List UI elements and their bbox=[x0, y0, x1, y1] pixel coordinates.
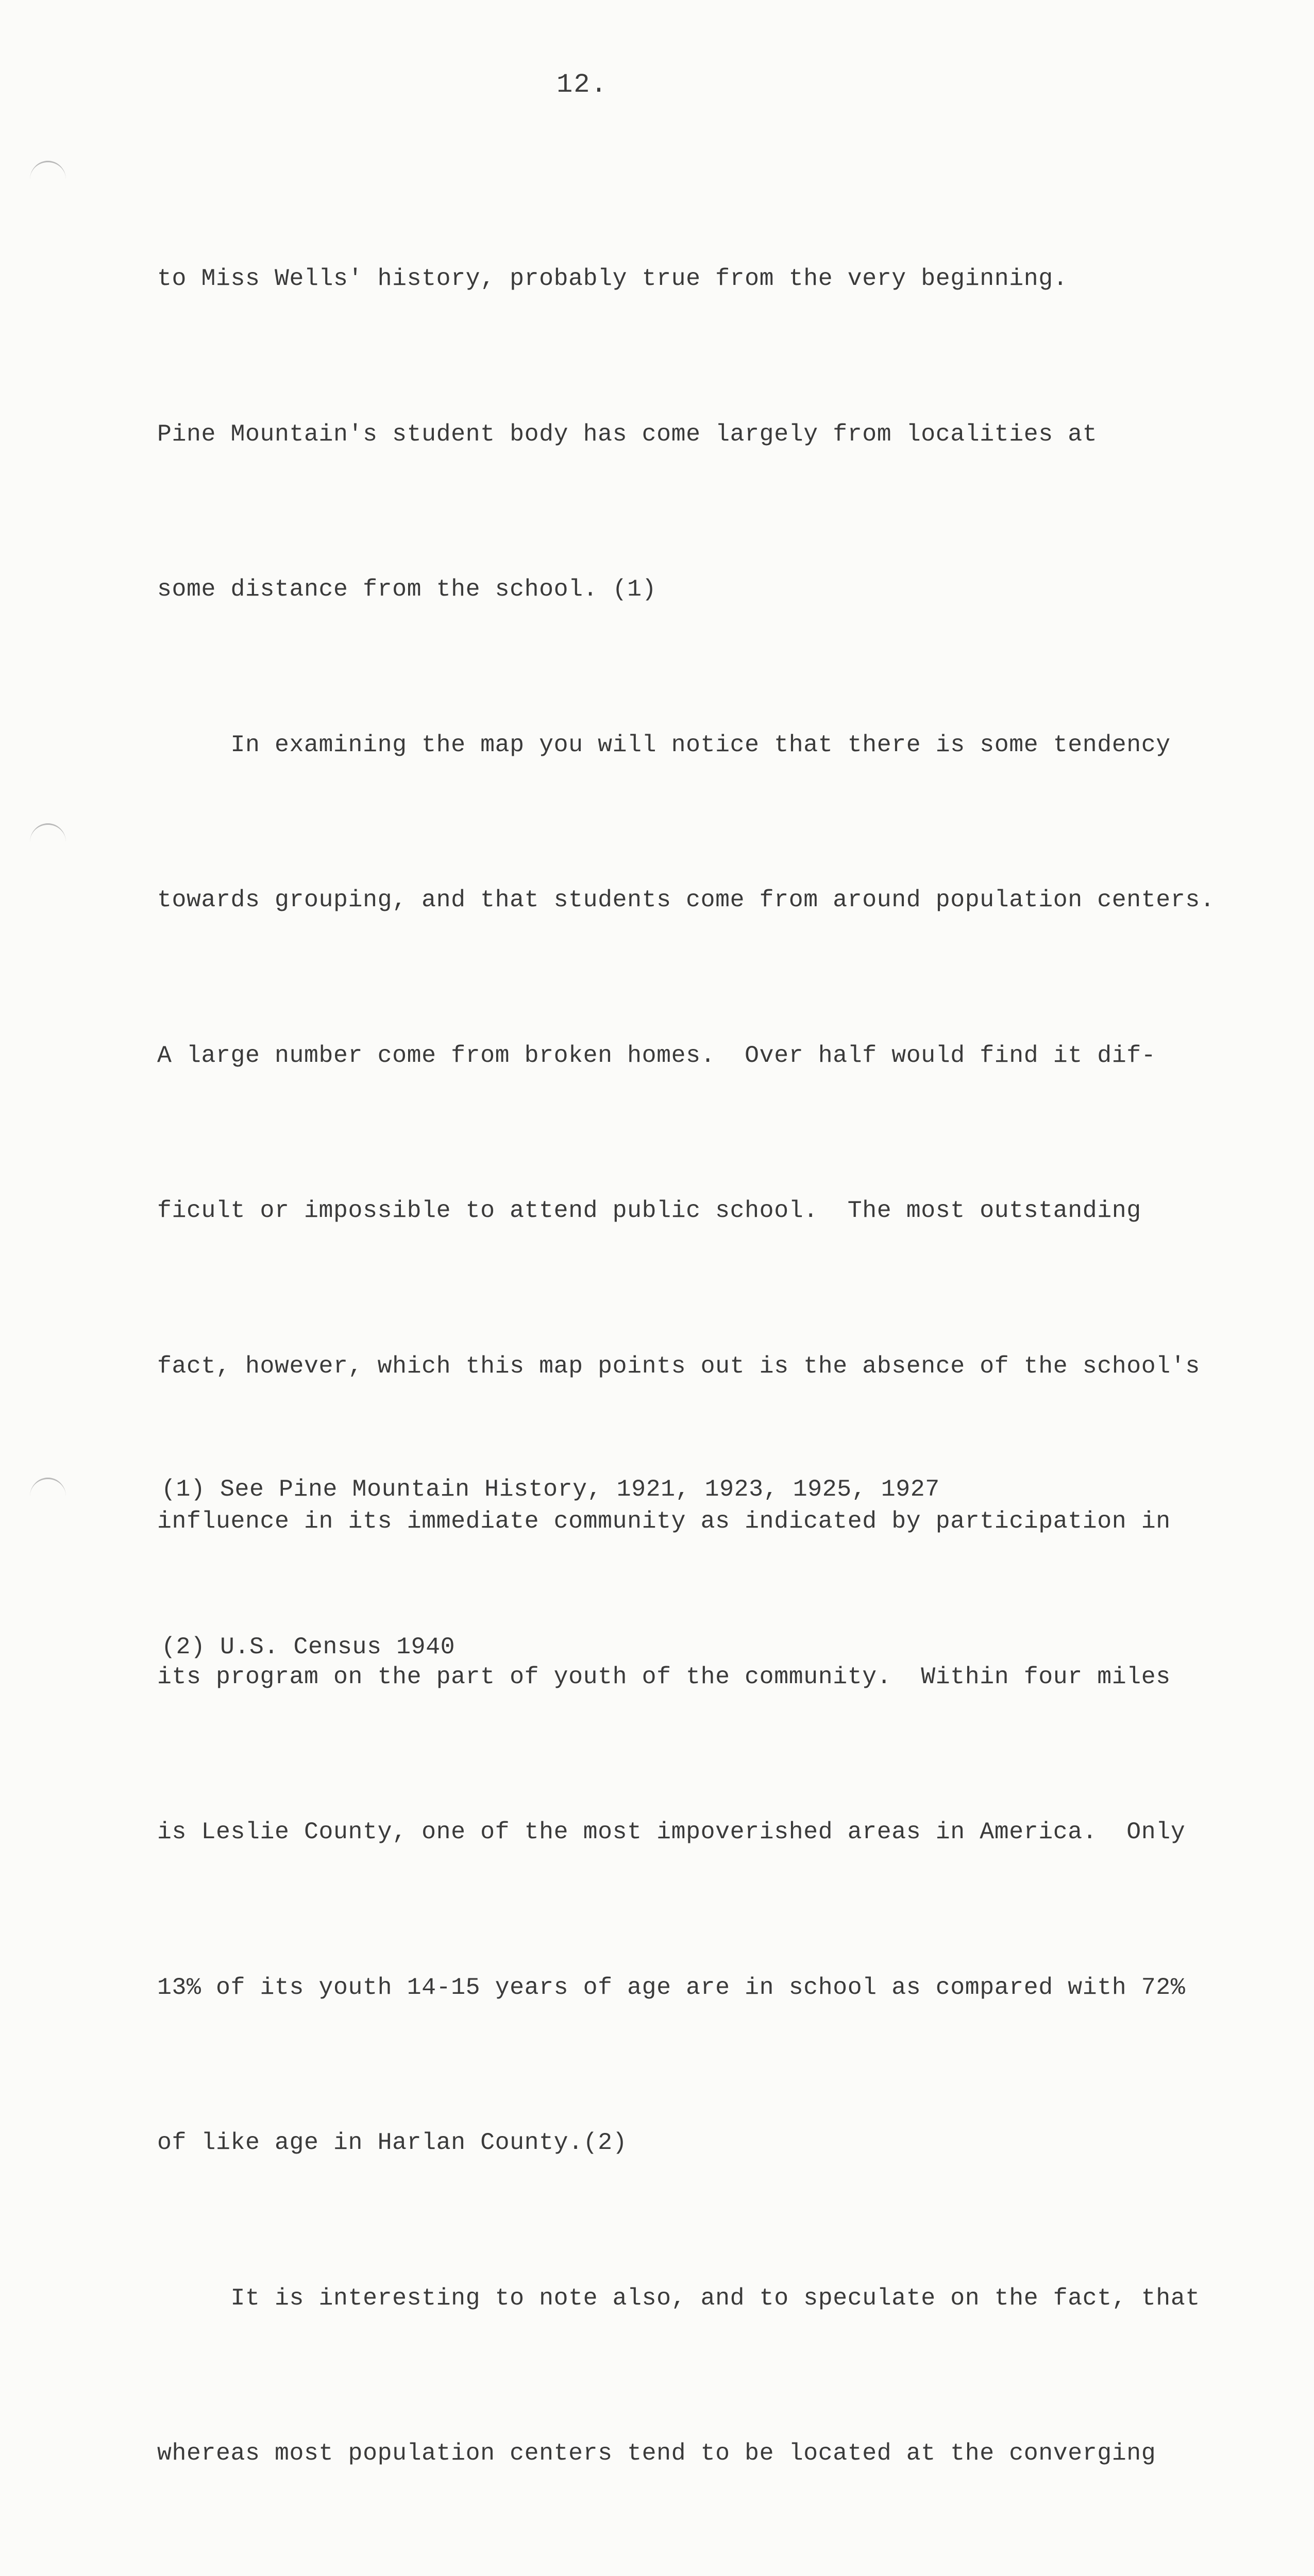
page-number: 12. bbox=[557, 70, 608, 100]
footnotes bbox=[161, 1358, 1243, 1726]
punch-hole-mark bbox=[30, 1478, 66, 1515]
text-line: towards grouping, and that students come from around population centers. bbox=[157, 886, 1215, 913]
text-line: A large number come from broken homes. Over half would find it dif- bbox=[157, 1041, 1156, 1069]
footnote: (1) See Pine Mountain History, 1921, 1923, 1925, 1927 bbox=[161, 1476, 940, 1503]
footnote: (2) U.S. Census 1940 bbox=[161, 1633, 456, 1660]
text-line: some distance from the school. (1) bbox=[157, 575, 657, 603]
text-line: fact, however, which this map points out is the absence of the school's bbox=[157, 1352, 1200, 1380]
text-line: is Leslie County, one of the most impoverished areas in America. Only bbox=[157, 1818, 1186, 1845]
text-line: It is interesting to note also, and to speculate on the fact, that bbox=[157, 2284, 1200, 2312]
text-line: ficult or impossible to attend public school. The most outstanding bbox=[157, 1197, 1141, 1224]
text-line: whereas most population centers tend to be located at the converging bbox=[157, 2439, 1156, 2467]
text-line: Pine Mountain's student body has come largely from localities at bbox=[157, 420, 1098, 448]
text-line: to Miss Wells' history, probably true from the very beginning. bbox=[157, 265, 1068, 292]
text-line: its program on the part of youth of the community. Within four miles bbox=[157, 1663, 1171, 1690]
punch-hole-mark bbox=[30, 823, 66, 861]
text-line: In examining the map you will notice that there is some tendency bbox=[157, 731, 1171, 758]
text-line: of like age in Harlan County.(2) bbox=[157, 2129, 628, 2156]
text-line: 13% of its youth 14-15 years of age are in school as compared with 72% bbox=[157, 1973, 1186, 2001]
text-line: influence in its immediate community as indicated by participation in bbox=[157, 1507, 1171, 1535]
punch-hole-mark bbox=[30, 161, 66, 198]
